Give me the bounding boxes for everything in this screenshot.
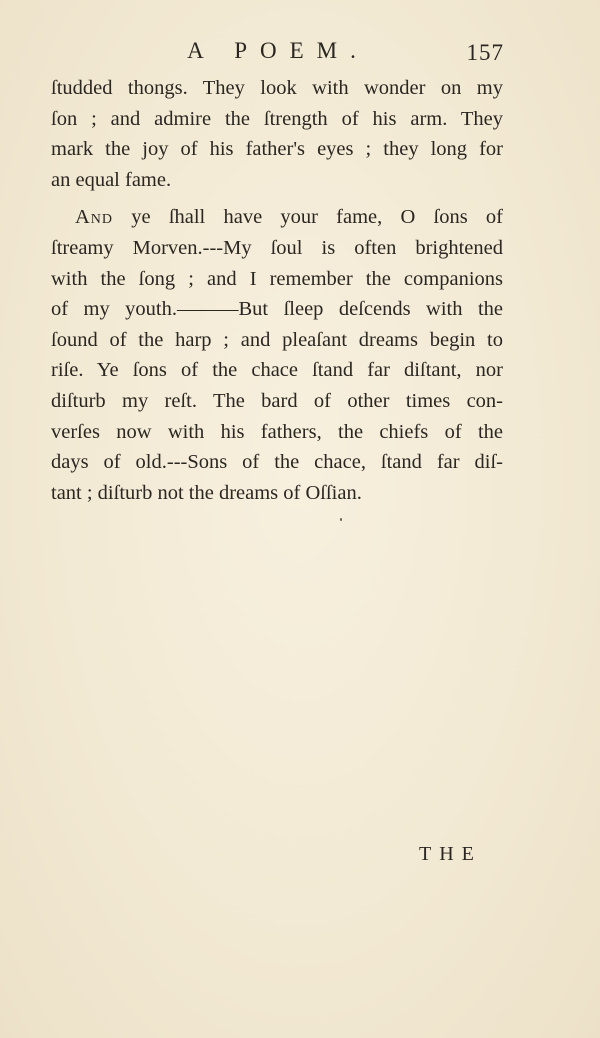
text-line: with the ſong ; and I remember the companions (51, 267, 503, 290)
running-title: A POEM. (187, 38, 369, 63)
text-line: diſturb my reſt. The bard of other times con- (51, 389, 503, 412)
running-head (52, 36, 504, 70)
body-text (51, 73, 503, 508)
text-line: ſtudded thongs. They look with wonder on my (51, 77, 503, 99)
first-line-rest: ye ſhall have your fame, O ſons of (113, 206, 503, 229)
text-line: verſes now with his fathers, the chiefs of the (51, 420, 503, 443)
text-line-first (51, 202, 503, 233)
page-number: 157 (466, 40, 504, 65)
text-line: mark the joy of his father's eyes ; they long for (51, 138, 503, 161)
text-line: of my youth.———But ſleep deſcends with the (51, 298, 503, 321)
text-line: days of old.---Sons of the chace, ſtand far diſ- (51, 451, 503, 474)
paragraph-2 (51, 202, 503, 508)
catchword: THE (419, 843, 482, 865)
paragraph-opening-word: And (75, 206, 114, 229)
text-line: ſon ; and admire the ſtrength of his arm. They (51, 107, 503, 130)
paragraph-1 (51, 73, 503, 195)
text-line: ſound of the harp ; and pleaſant dreams begin to (51, 328, 503, 351)
text-line: tant ; diſturb not the dreams of Oſſian. (51, 481, 362, 504)
text-line: an equal fame. (51, 168, 172, 191)
text-line: riſe. Ye ſons of the chace ſtand far diſtant, nor (51, 359, 503, 382)
ink-speck (340, 518, 342, 521)
text-line: ſtreamy Morven.---My ſoul is often brightened (51, 236, 503, 259)
